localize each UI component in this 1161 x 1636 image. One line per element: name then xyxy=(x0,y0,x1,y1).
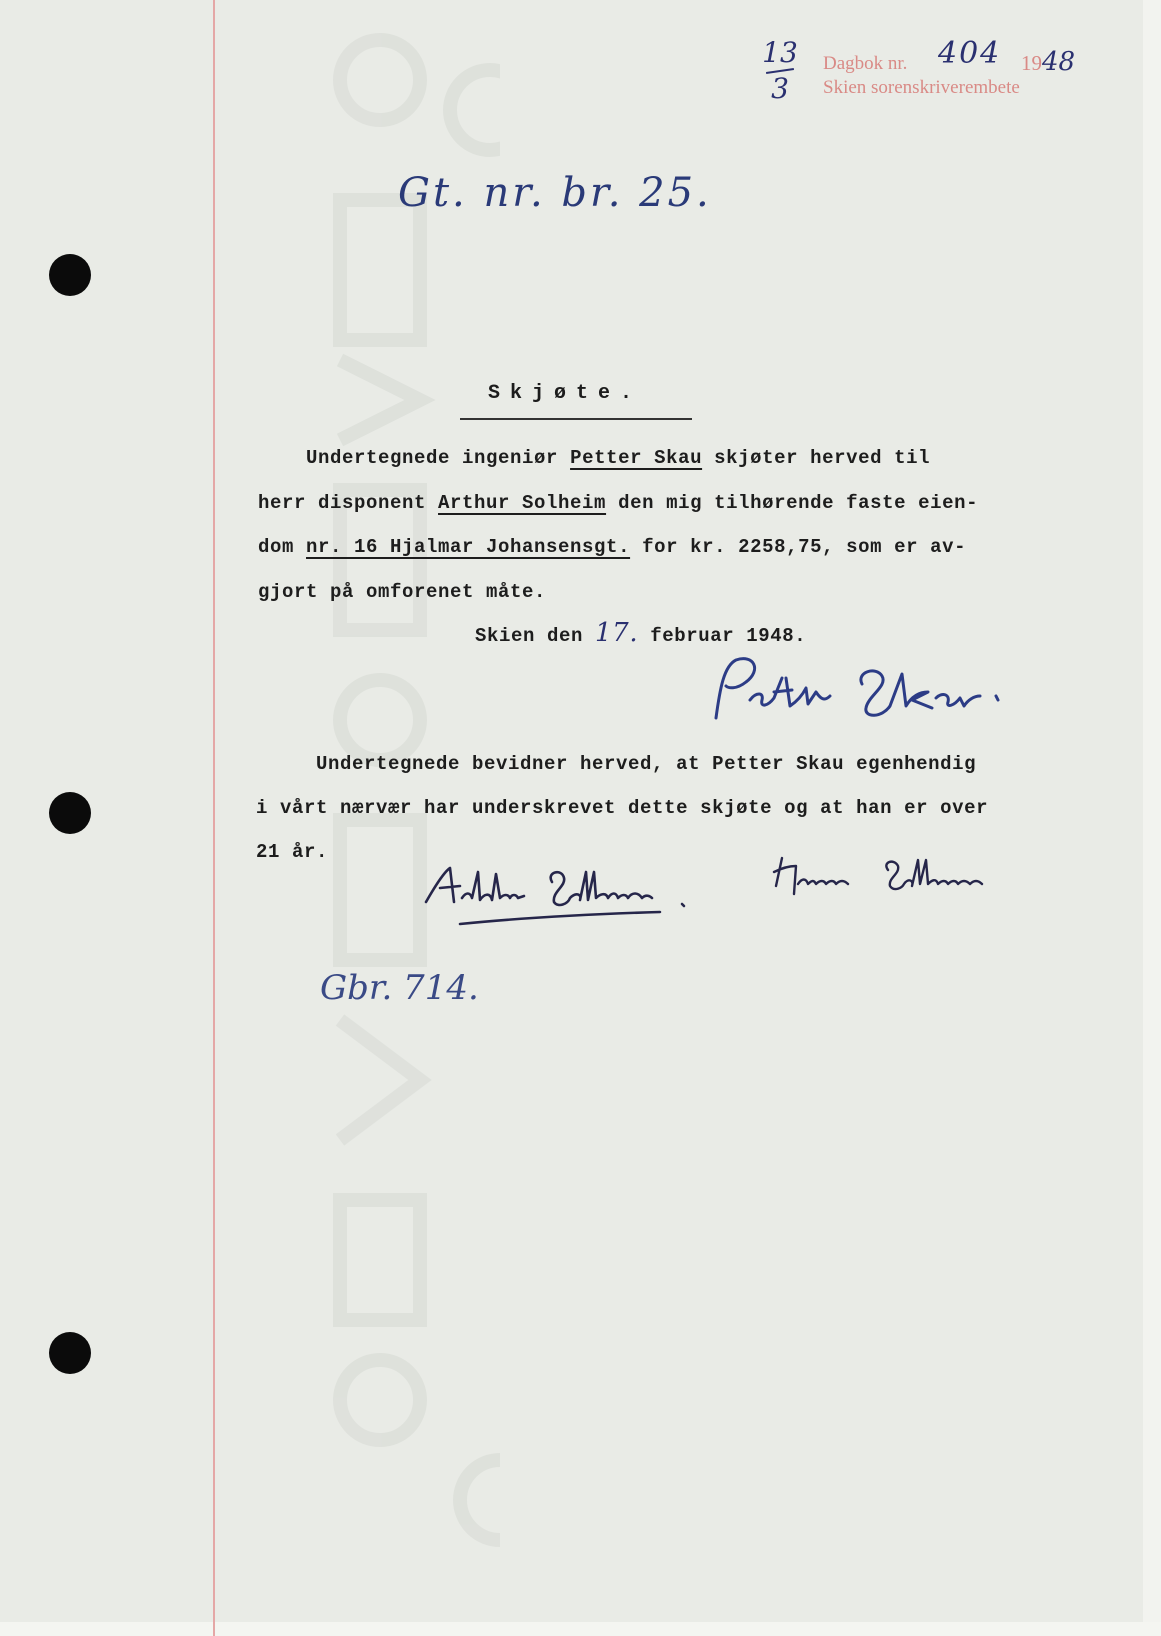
stamp-year-written: 48 xyxy=(1042,47,1076,77)
registry-stamp xyxy=(823,36,1076,100)
deed-line2-post: den mig tilhørende faste eien- xyxy=(606,491,979,514)
deed-line3-post: for kr. 2258,75, som er av- xyxy=(630,536,967,558)
reference-note: Gt. nr. br. 25. xyxy=(398,170,712,216)
deed-line3-pre: dom xyxy=(258,536,307,558)
stamp-label-line2: Skien sorenskriverembete xyxy=(823,77,1020,98)
date-fraction-bottom: 3 xyxy=(771,72,789,105)
witness-line2: i vårt nærvær har underskrevet dette skjøte og at han er over xyxy=(256,797,989,819)
page-edge-bottom xyxy=(0,1622,1161,1636)
date-pre: Skien den xyxy=(475,625,596,647)
date-line xyxy=(475,618,806,648)
deed-text xyxy=(258,436,1098,614)
deed-line1-post: skjøter herved til xyxy=(702,447,931,469)
seller-signature xyxy=(706,648,1046,728)
deed-line2-pre: herr disponent xyxy=(258,491,439,514)
punch-hole-bottom xyxy=(49,1332,91,1374)
stamp-year-printed: 19 xyxy=(1021,51,1042,75)
punch-hole-middle xyxy=(49,792,91,834)
deed-line1-pre: Undertegnede ingeniør xyxy=(258,447,571,469)
witness-line1: Undertegnede bevidner herved, at Petter Skau egenhendig xyxy=(256,753,977,775)
date-fraction xyxy=(760,36,800,106)
buyer-name: Arthur Solheim xyxy=(438,491,607,514)
punch-hole-top xyxy=(49,254,91,296)
date-fraction-top: 13 xyxy=(762,36,798,69)
document-heading: Skjøte. xyxy=(488,382,643,405)
witness-signature-1 xyxy=(420,858,720,934)
stamp-entry-number: 404 xyxy=(938,36,1002,71)
witness-signature-2 xyxy=(770,850,1030,906)
register-annotation: Gbr. 714. xyxy=(320,968,479,1008)
property-address: nr. 16 Hjalmar Johansensgt. xyxy=(306,536,631,558)
margin-line xyxy=(213,0,215,1636)
witness-line3: 21 år. xyxy=(256,841,329,863)
stamp-year xyxy=(1021,47,1076,77)
seller-name: Petter Skau xyxy=(570,447,703,469)
date-day-handwritten: 17. xyxy=(595,618,639,648)
stamp-label-line1: Dagbok nr. xyxy=(823,53,908,74)
heading-underline xyxy=(460,418,692,420)
page-edge-right xyxy=(1143,0,1161,1636)
date-post: februar 1948. xyxy=(638,625,807,647)
deed-line4: gjort på omforenet måte. xyxy=(258,580,547,603)
